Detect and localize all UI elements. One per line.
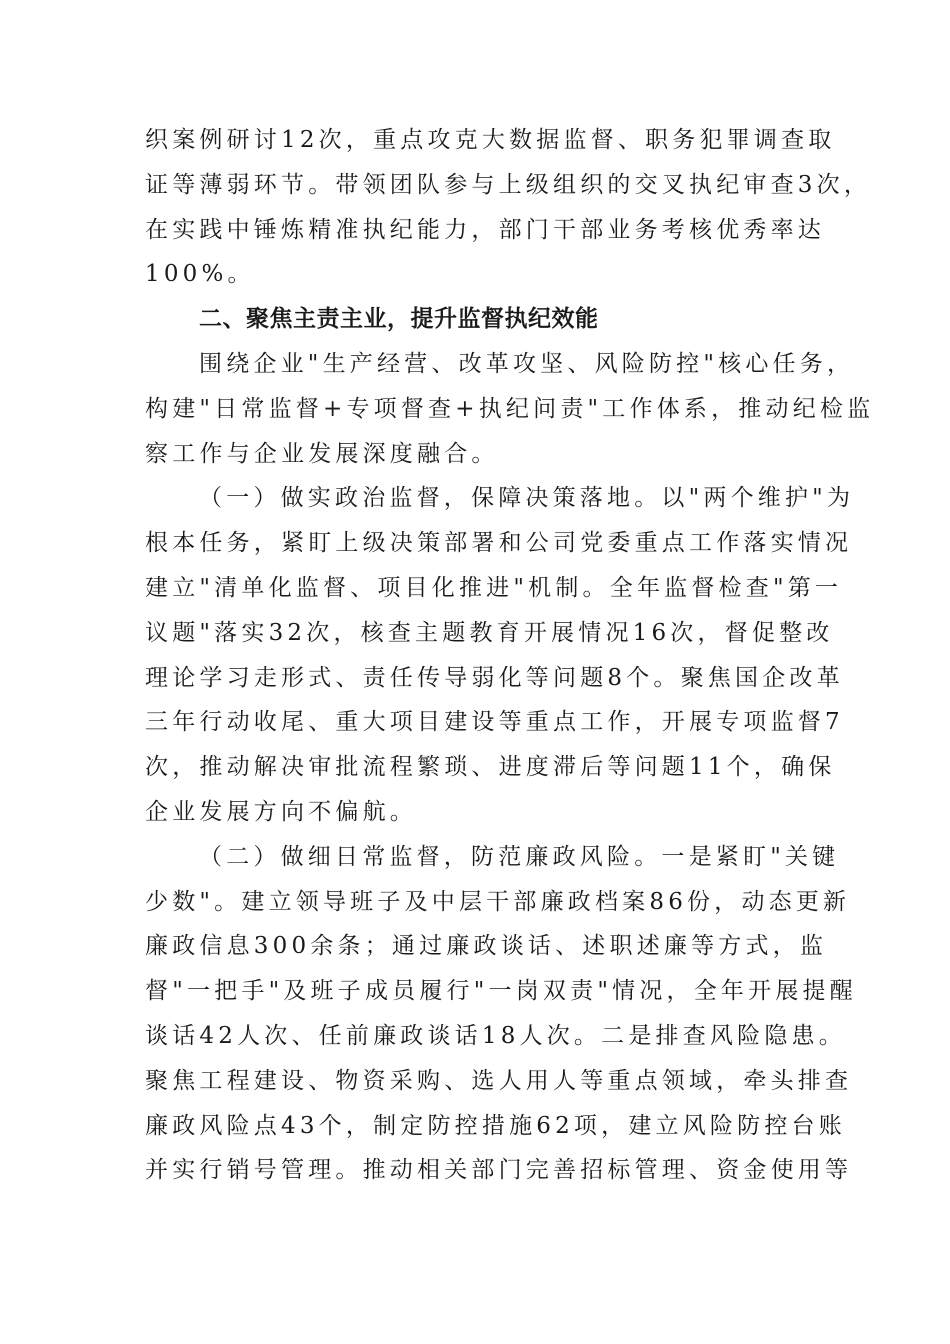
text-line: 理论学习走形式、责任传导弱化等问题8个。聚焦国企改革 — [145, 664, 844, 691]
text-line: 并实行销号管理。推动相关部门完善招标管理、资金使用等 — [145, 1157, 853, 1184]
text-line: 廉政风险点43个，制定防控措施62项，建立风险防控台账 — [145, 1112, 846, 1139]
paragraph-case-study — [145, 118, 872, 297]
paragraph-daily-supervision — [145, 835, 857, 1193]
text-line: 聚焦工程建设、物资采购、选人用人等重点领域，牵头排查 — [145, 1067, 853, 1094]
text-line: 100%。 — [145, 261, 255, 288]
text-line: 根本任务，紧盯上级决策部署和公司党委重点工作落实情况 — [145, 530, 853, 557]
text-line: 议题"落实32次，核查主题教育开展情况16次，督促整改 — [145, 619, 834, 646]
text-line — [145, 835, 840, 880]
text-line: 察工作与企业发展深度融合。 — [145, 440, 499, 467]
text-run: 一是紧盯"关键 — [661, 843, 840, 870]
paragraph-political-supervision — [145, 476, 855, 834]
text-line: 少数"。建立领导班子及中层干部廉政档案86份，动态更新 — [145, 888, 851, 915]
document-page — [145, 118, 875, 1193]
paragraph-section-intro — [145, 342, 875, 476]
text-line: 围绕企业"生产经营、改革攻坚、风险防控"核心任务， — [199, 350, 855, 377]
text-line: 证等薄弱环节。带领团队参与上级组织的交叉执纪审查3次， — [145, 171, 872, 198]
text-line: 织案例研讨12次，重点攻克大数据监督、职务犯罪调查取 — [145, 127, 836, 153]
text-line: 在实践中锤炼精准执纪能力，部门干部业务考核优秀率达 — [145, 216, 825, 243]
text-line: 构建"日常监督+专项督查+执纪问责"工作体系，推动纪检监 — [145, 395, 875, 422]
text-line: 廉政信息300余条；通过廉政谈话、述职述廉等方式，监 — [145, 933, 828, 960]
text-line: 建立"清单化监督、项目化推进"机制。全年监督检查"第一 — [145, 574, 843, 601]
text-line: 次，推动解决审批流程繁琐、进度滞后等问题11个，确保 — [145, 754, 836, 781]
text-line — [145, 476, 855, 521]
subsection-title: （一）做实政治监督，保障决策落地。 — [199, 485, 662, 512]
subsection-title: （二）做细日常监督，防范廉政风险。 — [199, 843, 662, 870]
text-line: 三年行动收尾、重大项目建设等重点工作，开展专项监督7 — [145, 709, 844, 736]
text-line: 督"一把手"及班子成员履行"一岗双责"情况，全年开展提醒 — [145, 978, 857, 1005]
text-line: 谈话42人次、任前廉政谈话18人次。二是排查风险隐患。 — [145, 1022, 846, 1049]
text-line: 企业发展方向不偏航。 — [145, 798, 417, 825]
section-heading: 二、聚焦主责主业，提升监督执纪效能 — [199, 306, 599, 333]
text-run: 以"两个维护"为 — [661, 485, 855, 512]
